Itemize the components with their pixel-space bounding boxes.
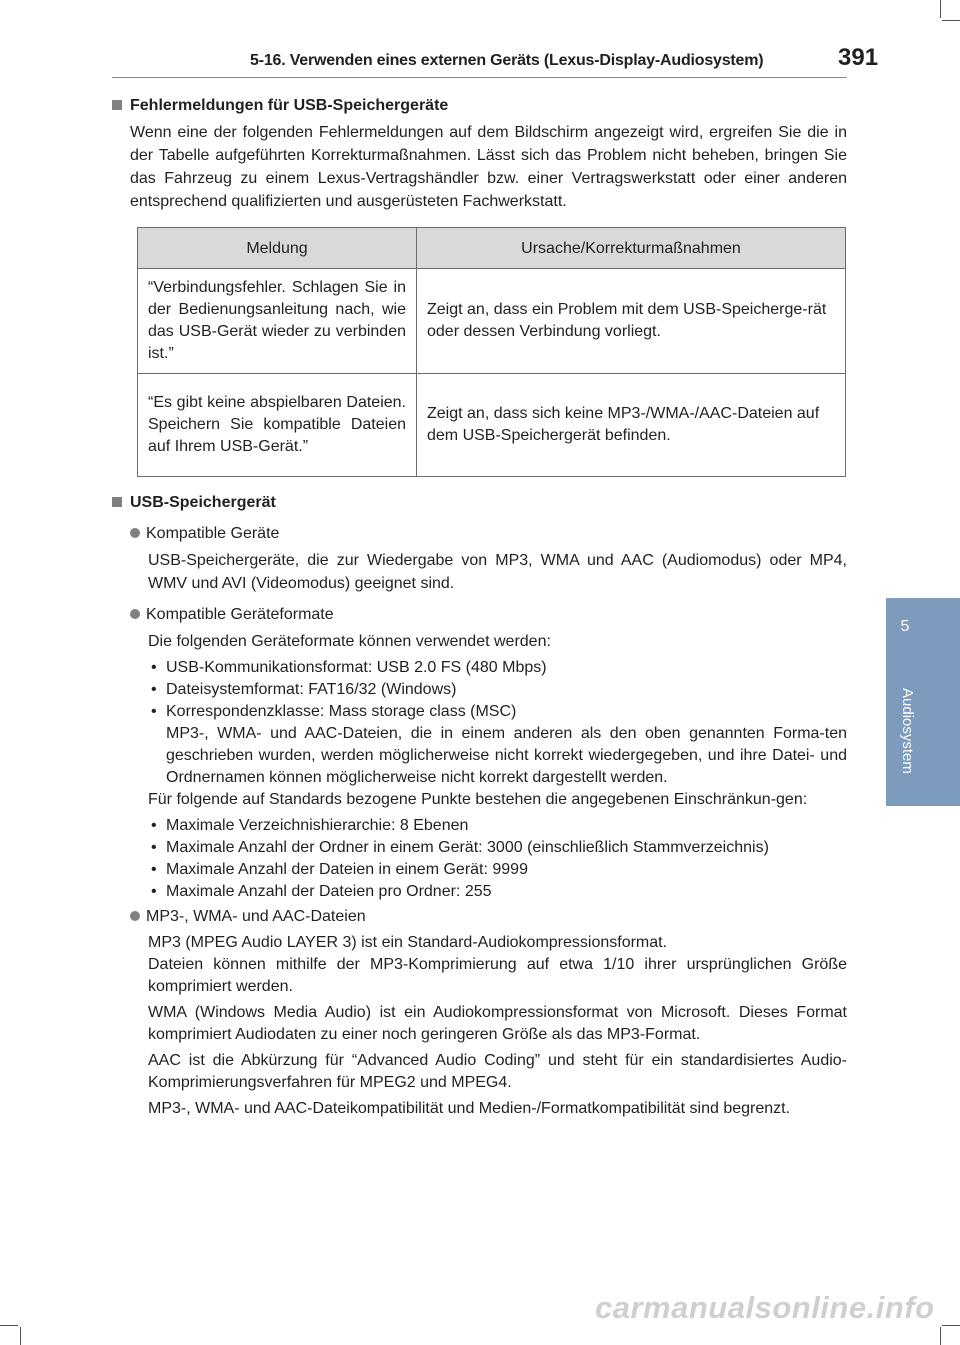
paragraph: AAC ist die Abkürzung für “Advanced Audio Coding” und steht für ein standardisiertes Audio-Komprimierungsverfahren für MPEG2 und MPEG4. bbox=[148, 1052, 847, 1091]
section-heading-text: Fehlermeldungen für USB-Speichergeräte bbox=[130, 97, 449, 114]
table-cell-remedy: Zeigt an, dass ein Problem mit dem USB-Speicherge-rät oder dessen Verbindung vorliegt. bbox=[417, 269, 846, 374]
chapter-tab[interactable] bbox=[886, 598, 960, 806]
crop-mark bbox=[940, 1327, 941, 1345]
table-row bbox=[138, 374, 846, 477]
table-header-cell: Meldung bbox=[138, 228, 417, 269]
table-row bbox=[138, 269, 846, 374]
bullet-title: MP3-, WMA- und AAC-Dateien bbox=[146, 908, 366, 925]
square-bullet-icon bbox=[112, 100, 122, 110]
paragraph: Für folgende auf Standards bezogene Punkte bestehen die angegebenen Einschränkun-gen: bbox=[148, 791, 808, 808]
paragraph: MP3 (MPEG Audio LAYER 3) ist ein Standard-Audiokompressionsformat. bbox=[148, 934, 668, 951]
bullet-item bbox=[130, 905, 847, 928]
circle-bullet-icon bbox=[130, 528, 140, 538]
list-item: • Dateisystemformat: FAT16/32 (Windows) bbox=[148, 679, 847, 701]
page-content bbox=[112, 94, 847, 1120]
bullet-title: Kompatible Geräteformate bbox=[146, 606, 334, 623]
section-heading bbox=[112, 94, 847, 117]
section-heading-text: USB-Speichergerät bbox=[130, 494, 276, 511]
list-item: • Korrespondenzklasse: Mass storage class (MSC) bbox=[148, 701, 847, 723]
section-heading bbox=[112, 491, 847, 514]
table-cell-remedy: Zeigt an, dass sich keine MP3-/WMA-/AAC-Dateien auf dem USB-Speichergerät befinden. bbox=[417, 374, 846, 477]
list-item: • Maximale Verzeichnishierarchie: 8 Ebenen bbox=[148, 815, 847, 837]
error-message-table bbox=[137, 227, 846, 477]
crop-mark bbox=[940, 0, 941, 18]
chapter-tab-number: 5 bbox=[900, 618, 910, 635]
crop-mark bbox=[0, 1325, 18, 1326]
limits-list bbox=[148, 815, 847, 903]
bullet-item bbox=[130, 603, 847, 626]
running-header-title: 5-16. Verwenden eines externen Geräts (Lexus-Display-Audiosystem) bbox=[250, 52, 764, 69]
table-header-cell: Ursache/Korrekturmaßnahmen bbox=[417, 228, 846, 269]
list-item: • Maximale Anzahl der Dateien pro Ordner: 255 bbox=[148, 881, 847, 903]
paragraph: Die folgenden Geräteformate können verwendet werden: bbox=[148, 633, 551, 650]
chapter-tab-label: Audiosystem bbox=[899, 688, 916, 774]
watermark: carmanualsonline.info bbox=[595, 1290, 935, 1325]
bullet-title: Kompatible Geräte bbox=[146, 525, 280, 542]
list-item: • USB-Kommunikationsformat: USB 2.0 FS (480 Mbps) bbox=[148, 657, 847, 679]
paragraph: USB-Speichergeräte, die zur Wiedergabe von MP3, WMA und AAC (Audiomodus) oder MP4, WMV und AVI (Videomodus) geeignet sind. bbox=[148, 552, 847, 592]
crop-mark bbox=[942, 20, 960, 21]
paragraph: MP3-, WMA- und AAC-Dateien, die in einem anderen als den oben genannten Forma-ten geschrieben wurden, werden möglicherweise nicht korrekt wiedergegeben, und ihre Datei- und Ordnernamen können möglicherweise nicht korrekt dargestellt werden. bbox=[166, 725, 847, 786]
header-rule bbox=[112, 77, 847, 78]
paragraph: MP3-, WMA- und AAC-Dateikompatibilität und Medien-/Formatkompatibilität sind begrenzt. bbox=[148, 1100, 791, 1117]
circle-bullet-icon bbox=[130, 609, 140, 619]
page-number: 391 bbox=[838, 44, 879, 71]
crop-mark bbox=[942, 1325, 960, 1326]
paragraph: WMA (Windows Media Audio) ist ein Audiokompressionsformat von Microsoft. Dieses Format komprimiert Audiodaten zu einer noch geringeren Größe als das MP3-Format. bbox=[148, 1004, 847, 1043]
square-bullet-icon bbox=[112, 497, 122, 507]
paragraph: Dateien können mithilfe der MP3-Komprimierung auf etwa 1/10 ihrer ursprünglichen Größe komprimiert werden. bbox=[148, 956, 847, 995]
table-cell-message: “Verbindungsfehler. Schlagen Sie in der Bedienungsanleitung nach, wie das USB-Gerät wieder zu verbinden ist.” bbox=[138, 269, 417, 374]
format-list bbox=[148, 657, 847, 723]
crop-mark bbox=[20, 1327, 21, 1345]
section-intro: Wenn eine der folgenden Fehlermeldungen auf dem Bildschirm angezeigt wird, ergreifen Sie die in der Tabelle aufgeführten Korrekturmaßnahmen. Lässt sich das Problem nicht beheben, bringen Sie das Fahrzeug zu einem Lexus-Vertragshändler bzw. einer Vertragswerkstatt oder einer anderen entsprechend qualifizierten und ausgerüsteten Fachwerkstatt. bbox=[130, 124, 847, 210]
list-item: • Maximale Anzahl der Dateien in einem Gerät: 9999 bbox=[148, 859, 847, 881]
bullet-item bbox=[130, 522, 847, 545]
circle-bullet-icon bbox=[130, 911, 140, 921]
table-cell-message: “Es gibt keine abspielbaren Dateien. Speichern Sie kompatible Dateien auf Ihrem USB-Gerät.” bbox=[138, 374, 417, 477]
table-header-row bbox=[138, 228, 846, 269]
list-item: • Maximale Anzahl der Ordner in einem Gerät: 3000 (einschließlich Stammverzeichnis) bbox=[148, 837, 847, 859]
